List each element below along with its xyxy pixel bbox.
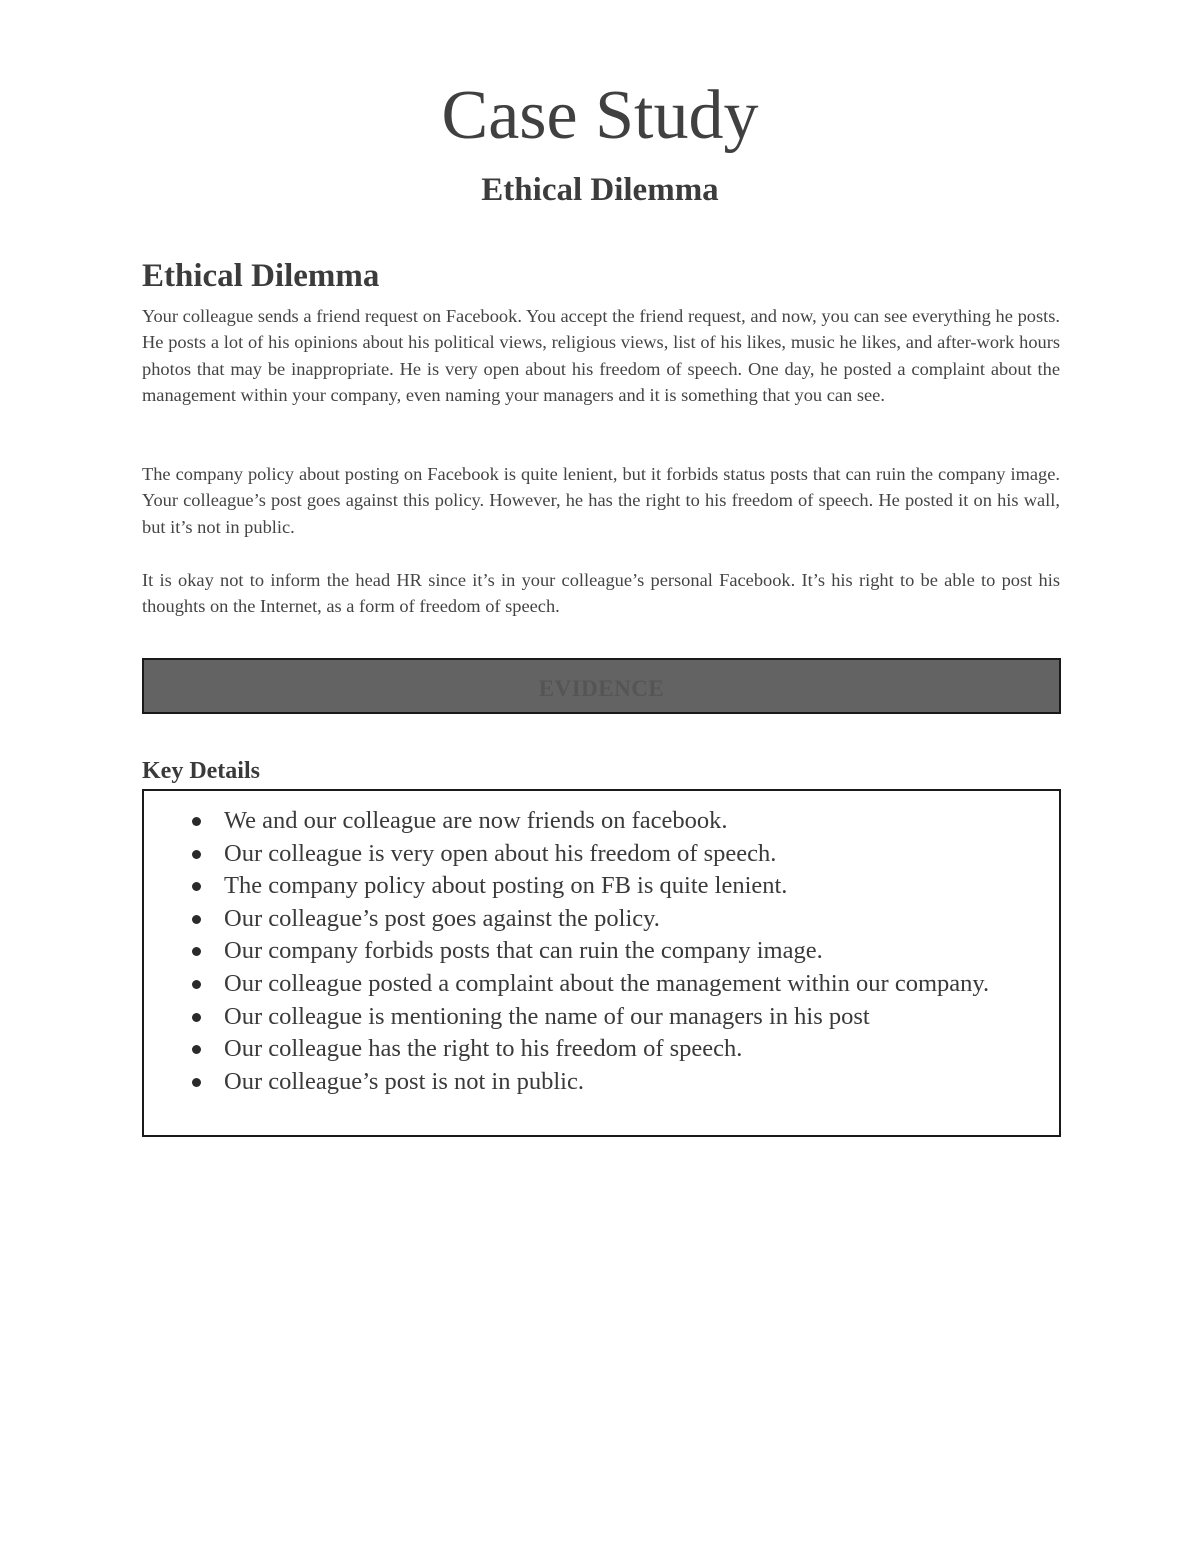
list-item-text: Our company forbids posts that can ruin the company image. — [224, 937, 823, 965]
key-details-box — [142, 789, 1061, 1137]
bullet-icon — [192, 915, 201, 924]
key-details-list — [144, 791, 1059, 1098]
bullet-icon — [192, 817, 201, 826]
bullet-icon — [192, 850, 201, 859]
list-item-text: Our colleague is very open about his freedom of speech. — [224, 839, 777, 867]
list-item — [144, 935, 1059, 968]
list-item — [144, 1001, 1059, 1034]
paragraph-3: It is okay not to inform the head HR since it’s in your colleague’s personal Facebook. It’s his right to be able to post his thoughts on the Internet, as a form of freedom of speech. — [142, 570, 1060, 617]
list-item-text: Our colleague’s post is not in public. — [224, 1067, 584, 1095]
paragraph-1: Your colleague sends a friend request on Facebook. You accept the friend request, and now, you can see everything he posts. He posts a lot of his opinions about his political views, religious views, list of his likes, music he likes, and after-work hours photos that may be inappropriate. He is very open about his freedom of speech. One day, he posted a complaint about the management within your company, even naming your managers and it is something that you can see. — [142, 306, 1060, 406]
list-item-text: We and our colleague are now friends on facebook. — [224, 807, 728, 834]
list-item — [144, 968, 1059, 1001]
bullet-icon — [192, 947, 201, 956]
list-item — [144, 838, 1059, 871]
key-details-heading: Key Details — [142, 758, 260, 784]
bullet-icon — [192, 882, 201, 891]
list-item-text: Our colleague posted a complaint about the management within our company. — [224, 969, 990, 997]
section-heading: Ethical Dilemma — [142, 258, 380, 294]
document-title: Case Study — [441, 77, 759, 154]
document-subtitle: Ethical Dilemma — [481, 172, 719, 208]
list-item — [144, 903, 1059, 936]
list-item-text: The company policy about posting on FB is quite lenient. — [224, 872, 788, 900]
list-item — [144, 870, 1059, 903]
list-item — [144, 805, 1059, 838]
bullet-icon — [192, 980, 201, 989]
bullet-icon — [192, 1078, 201, 1087]
evidence-banner — [142, 658, 1061, 714]
evidence-label: EVIDENCE — [538, 676, 665, 701]
list-item-text: Our colleague has the right to his freedom of speech. — [224, 1035, 743, 1063]
paragraph-2: The company policy about posting on Facebook is quite lenient, but it forbids status posts that can ruin the company image. Your colleague’s post goes against this policy. However, he has the right to his freedom of speech. He posted it on his wall, but it’s not in public. — [142, 464, 1060, 537]
list-item-text: Our colleague is mentioning the name of our managers in his post — [224, 1002, 870, 1030]
bullet-icon — [192, 1013, 201, 1022]
bullet-icon — [192, 1045, 201, 1054]
list-item — [144, 1033, 1059, 1066]
list-item-text: Our colleague’s post goes against the policy. — [224, 904, 660, 932]
list-item — [144, 1066, 1059, 1099]
